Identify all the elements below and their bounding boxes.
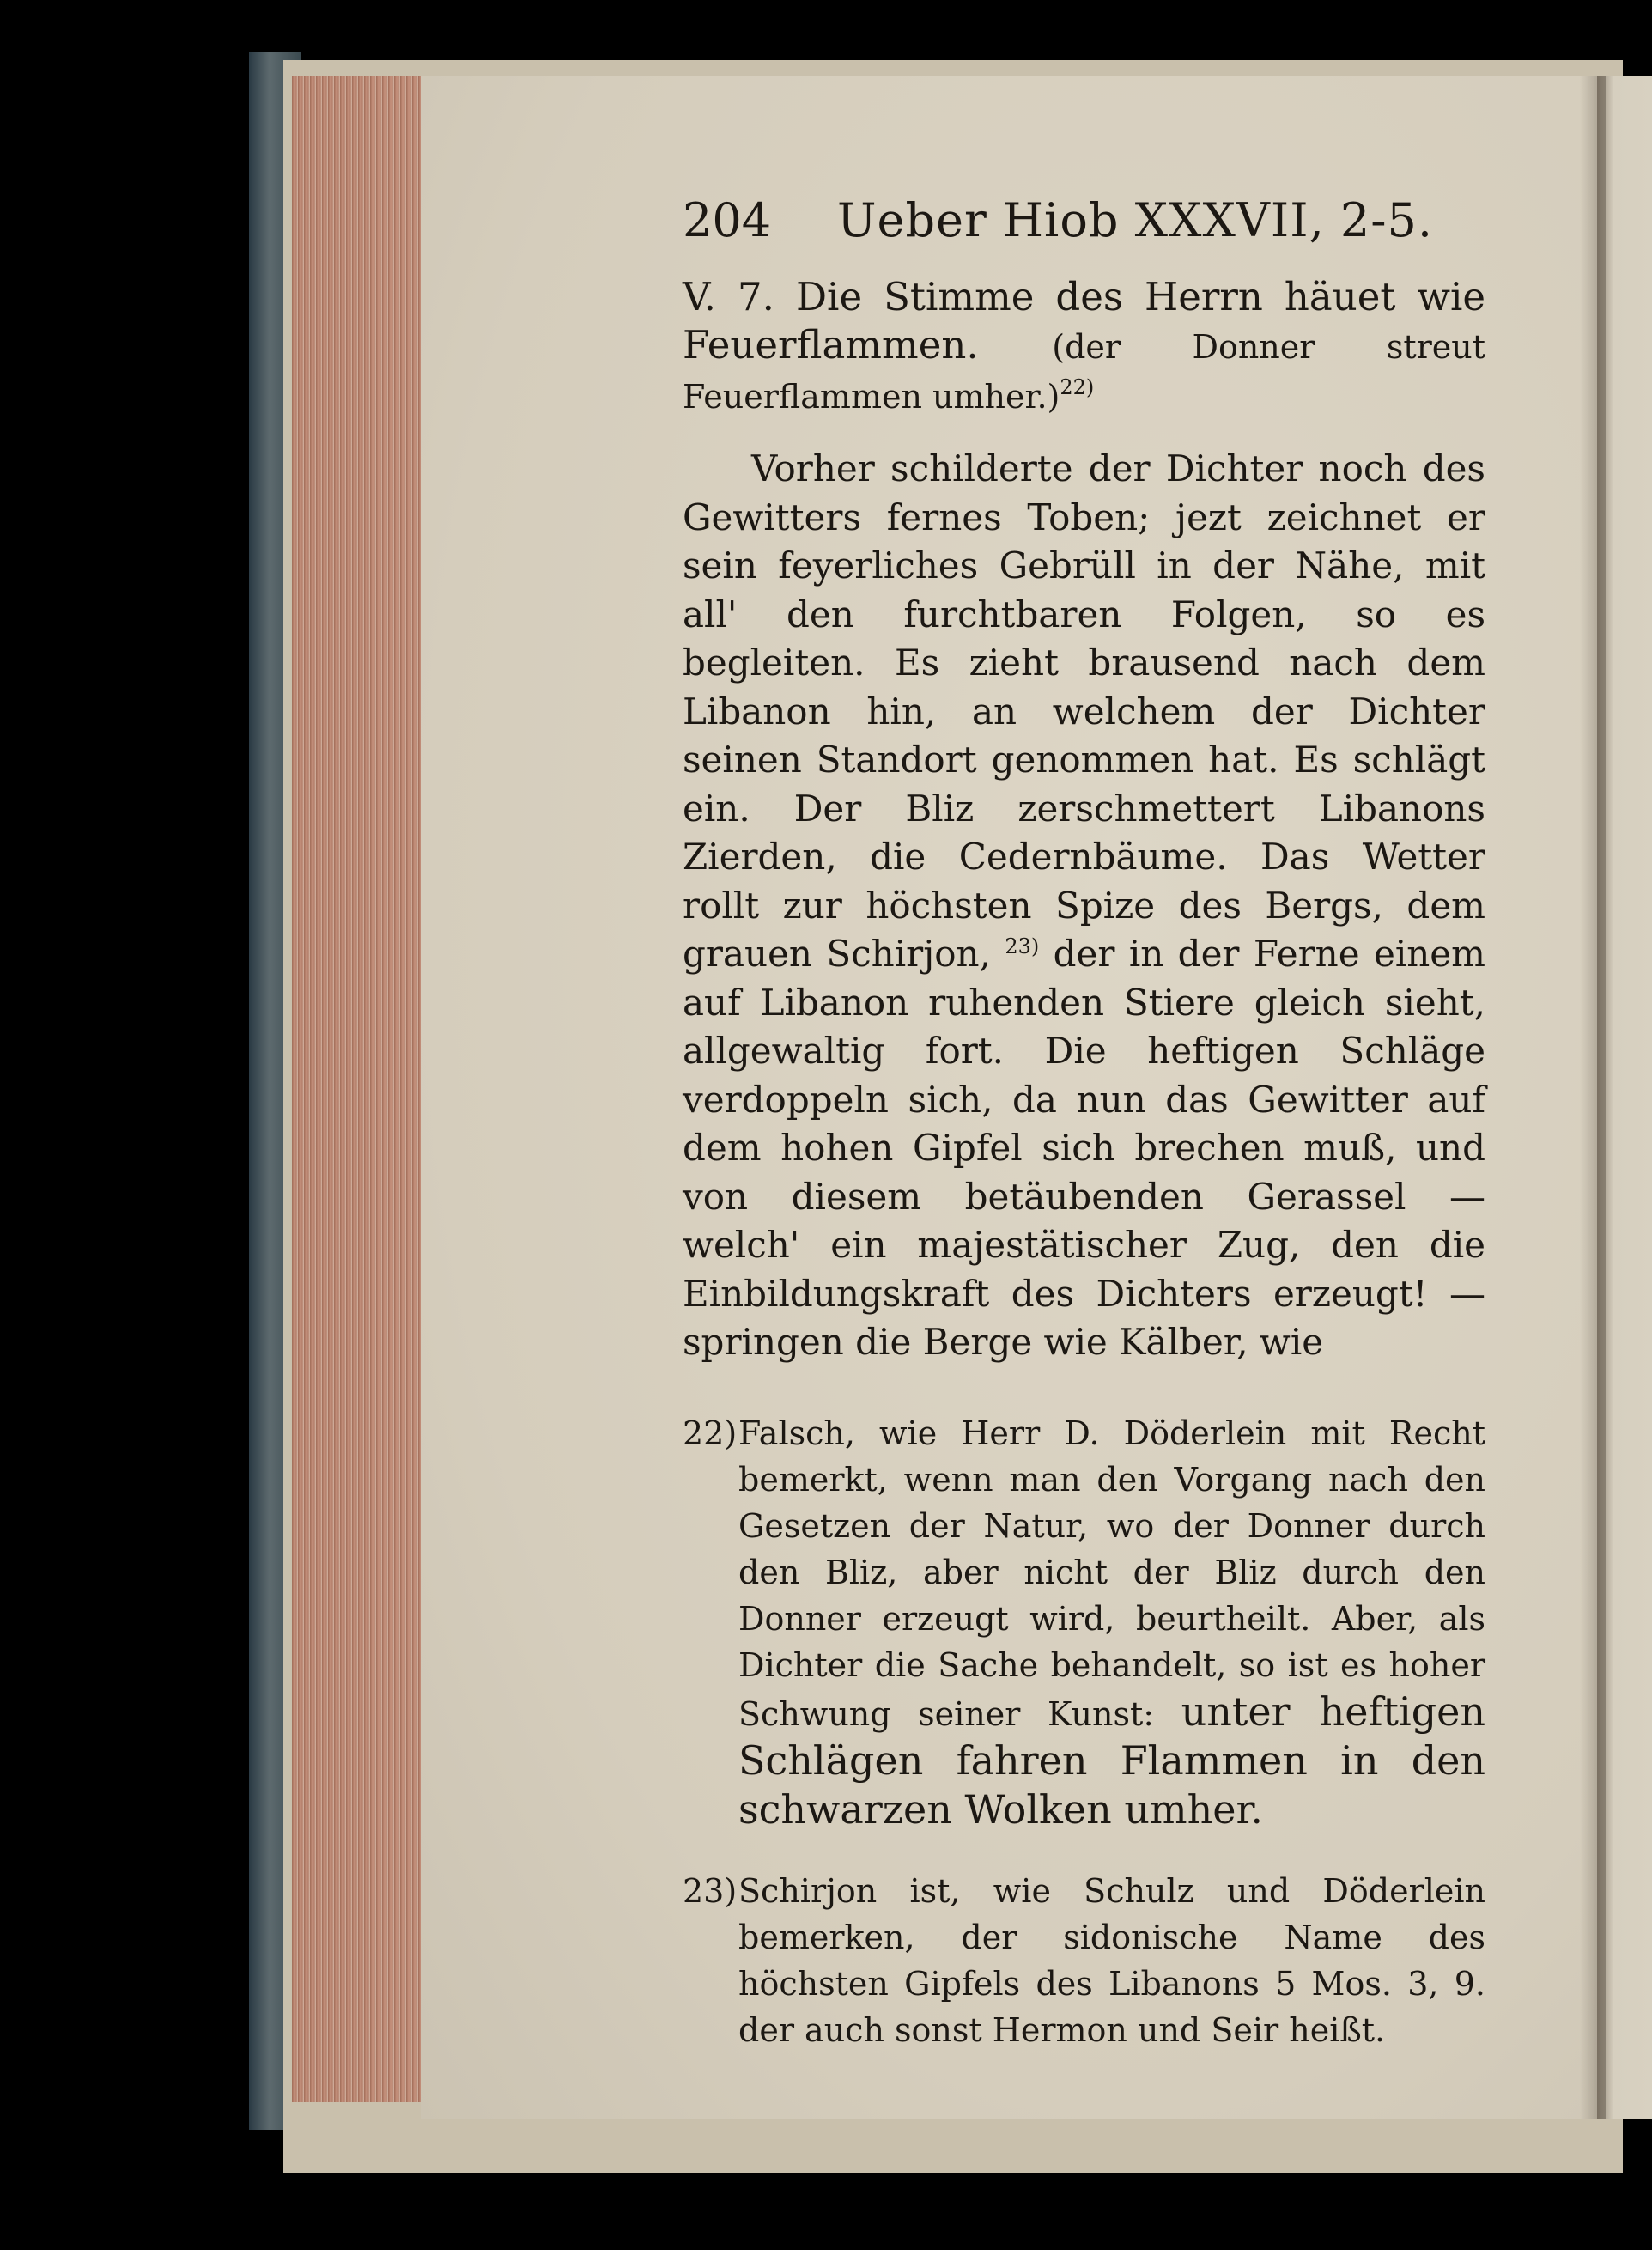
verse-gloss: (der Donner streut Feuerflammen umher.) xyxy=(683,328,1485,416)
footnote-number: 22) xyxy=(683,1414,738,1452)
footnote-number: 23) xyxy=(683,1871,738,1910)
footnote-ref-22: 22) xyxy=(1060,375,1095,399)
footnote-emphasis: unter heftigen Schlägen fahren Flammen in den schwarzen Wolken umher. xyxy=(738,1688,1485,1833)
page-number: 204 xyxy=(683,193,772,247)
body-text-part-1: Vorher schilderte der Dichter noch des Gewitters fernes Toben; jezt zeichnet er sein feyerliches Gebrüll in der Nähe, mit all' den furchtbaren Folgen, so es begleiten. Es zieht brausend nach dem Libanon hin, an welchem der Dichter seinen Standort genommen hat. Es schlägt ein. Der Bliz zerschmettert Libanons Zierden, die Cedernbäume. Das Wetter rollt zur höchsten Spize des Bergs, dem grauen Schirjon, xyxy=(683,447,1485,975)
body-paragraph xyxy=(683,445,1485,1367)
verse-text: Die Stimme des Herrn häuet wie Feuerflammen. xyxy=(683,274,1485,368)
verse-label: V. 7. xyxy=(683,274,774,319)
page-header xyxy=(683,193,1485,247)
gutter-shadow xyxy=(1580,76,1606,2119)
page-text xyxy=(683,193,1485,2086)
page-edges xyxy=(292,76,421,2102)
running-head: Ueber Hiob XXXVII, 2-5. xyxy=(837,193,1434,247)
footnote-23 xyxy=(683,1868,1485,2053)
footnote-22 xyxy=(683,1410,1485,1835)
footnote-ref-23: 23) xyxy=(1005,934,1040,958)
footnote-text: Schirjon ist, wie Schulz und Döderlein bemerken, der sidonische Name des höchsten Gipfels des Libanons 5 Mos. 3, 9. der auch sonst Hermon und Seir heißt. xyxy=(738,1871,1485,2049)
verse-line xyxy=(683,273,1485,421)
footnote-text: Falsch, wie Herr D. Döderlein mit Recht bemerkt, wenn man den Vorgang nach den Gesetzen der Natur, wo der Donner durch den Bliz, aber nicht der Bliz durch den Donner erzeugt wird, beurtheilt. Aber, als Dichter die Sache behandelt, so ist es hoher Schwung seiner Kunst: xyxy=(738,1414,1485,1733)
footnotes xyxy=(683,1410,1485,2053)
body-text-part-2: der in der Ferne einem auf Libanon ruhenden Stiere gleich sieht, allgewaltig fort. Die heftigen Schläge verdoppeln sich, da nun das Gewitter auf dem hohen Gipfel sich brechen muß, und von diesem betäubenden Gerassel — welch' ein majestätischer Zug, den die Einbildungskraft des Dichters erzeugt! — springen die Berge wie Kälber, wie xyxy=(683,933,1485,1363)
